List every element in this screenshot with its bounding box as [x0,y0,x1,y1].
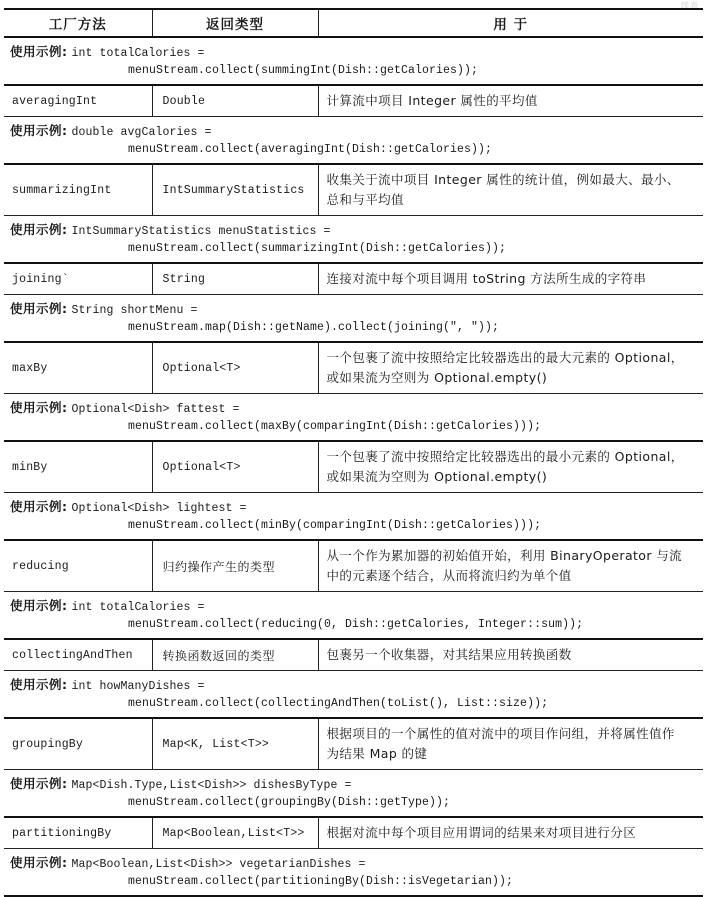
header-cell-return-type: 返回类型 [152,9,318,37]
cell-description [318,164,703,216]
example-code-line-1: int totalCalories = [71,601,205,614]
collectors-factory-methods-table [4,8,703,897]
table-row [4,342,703,394]
table-body [4,9,703,896]
example-first-line [10,43,703,62]
table-row [4,639,703,671]
cell-factory-method: partitioningBy [4,817,152,849]
cell-return-type: Map<Boolean,List<T>> [152,817,318,849]
cell-usage-example [4,493,703,541]
example-code-line-2: menuStream.collect(maxBy(comparingInt(Dish::getCalories))); [128,420,542,433]
cell-usage-example [4,849,703,897]
table-row-example [4,394,703,442]
cell-usage-example [4,394,703,442]
cell-factory-method: summarizingInt [4,164,152,216]
cell-description [318,817,703,849]
example-first-line [10,676,703,695]
example-label: 使用示例: [10,222,68,237]
example-code-line-1: Map<Dish.Type,List<Dish>> dishesByType = [71,779,352,792]
header-cell-usage: 用 于 [318,9,703,37]
example-code-line-2: menuStream.collect(collectingAndThen(toList(), List::size)); [128,697,549,710]
cell-return-type: 归约操作产生的类型 [152,540,318,592]
cell-return-type: Double [152,85,318,117]
example-label: 使用示例: [10,44,68,59]
header-cell-factory-method: 工厂方法 [4,9,152,37]
example-code-line-2: menuStream.collect(groupingBy(Dish::getType)); [128,796,451,809]
table-row-example [4,770,703,818]
table-row-example [4,117,703,165]
example-first-line [10,300,703,319]
example-code-line-1: Optional<Dish> fattest = [71,403,240,416]
example-label: 使用示例: [10,677,68,692]
description-line: 从一个作为累加器的初始值开始，利用 BinaryOperator 与流 [326,548,683,563]
cell-usage-example [4,295,703,343]
description-line: 中的元素逐个结合，从而将流归约为单个值 [326,568,572,583]
table-row [4,85,703,117]
example-code-line-2: menuStream.collect(reducing(0, Dish::getCalories, Integer::sum)); [128,618,584,631]
cell-return-type: Map<K, List<T>> [152,718,318,770]
example-code-line-1: IntSummaryStatistics menuStatistics = [71,225,331,238]
example-code-line-2: menuStream.map(Dish::getName).collect(joining(", ")); [128,321,500,334]
example-label: 使用示例: [10,123,68,138]
cell-return-type: Optional<T> [152,342,318,394]
cell-usage-example [4,117,703,165]
cell-factory-method: collectingAndThen [4,639,152,671]
cell-factory-method: minBy [4,441,152,493]
description-line: 收集关于流中项目 Integer 属性的统计值，例如最大、最小、 [326,172,680,187]
description-line: 连接对流中每个项目调用 toString 方法所生成的字符串 [326,271,647,286]
cell-factory-method: maxBy [4,342,152,394]
cell-usage-example [4,770,703,818]
description-line: 一个包裹了流中按照给定比较器选出的最大元素的 Optional， [326,350,684,365]
description-line: 或如果流为空则为 Optional.empty() [326,469,548,484]
cell-factory-method: groupingBy [4,718,152,770]
example-code-line-1: Optional<Dish> lightest = [71,502,247,515]
example-code-line-1: int howManyDishes = [71,680,205,693]
description-line: 或如果流为空则为 Optional.empty() [326,370,548,385]
cell-return-type: 转换函数返回的类型 [152,639,318,671]
cell-description [318,639,703,671]
table-row [4,441,703,493]
example-label: 使用示例: [10,598,68,613]
table-row-example [4,592,703,640]
table-row [4,263,703,295]
example-code-line-2: menuStream.collect(summingInt(Dish::getCalories)); [128,64,479,77]
example-code-line-2: menuStream.collect(summarizingInt(Dish::getCalories)); [128,242,507,255]
cell-description [318,263,703,295]
example-label: 使用示例: [10,400,68,415]
cell-factory-method: averagingInt [4,85,152,117]
description-line: 根据项目的一个属性的值对流中的项目作问组，并将属性值作 [326,726,675,741]
example-first-line [10,399,703,418]
description-line: 根据对流中每个项目应用谓词的结果来对项目进行分区 [326,825,637,840]
cell-usage-example [4,671,703,719]
description-line: 计算流中项目 Integer 属性的平均值 [326,93,538,108]
example-label: 使用示例: [10,776,68,791]
table-row-example [4,295,703,343]
table-row-example [4,216,703,264]
cell-return-type: String [152,263,318,295]
example-code-line-2: menuStream.collect(partitioningBy(Dish::isVegetarian)); [128,875,514,888]
example-first-line [10,221,703,240]
table-row-example [4,671,703,719]
cell-usage-example [4,592,703,640]
table-row-example [4,493,703,541]
cell-return-type: IntSummaryStatistics [152,164,318,216]
example-label: 使用示例: [10,301,68,316]
cell-description [318,342,703,394]
example-first-line [10,854,703,873]
cell-usage-example [4,216,703,264]
description-line: 一个包裹了流中按照给定比较器选出的最小元素的 Optional， [326,449,684,464]
cell-usage-example [4,37,703,85]
example-code-line-1: int totalCalories = [71,47,205,60]
cell-return-type: Optional<T> [152,441,318,493]
example-code-line-2: menuStream.collect(averagingInt(Dish::getCalories)); [128,143,493,156]
description-line: 为结果 Map 的键 [326,746,428,761]
table-row-example [4,849,703,897]
cell-description [318,540,703,592]
example-code-line-1: double avgCalories = [71,126,212,139]
example-first-line [10,597,703,616]
example-code-line-1: String shortMenu = [71,304,198,317]
cell-description [318,718,703,770]
example-code-line-1: Map<Boolean,List<Dish>> vegetarianDishes = [71,858,366,871]
running-head: 续表 [681,1,699,10]
cell-factory-method: joining` [4,263,152,295]
description-line: 总和与平均值 [326,192,404,207]
example-label: 使用示例: [10,855,68,870]
table-header-row [4,9,703,37]
table-row [4,718,703,770]
table-row-example [4,37,703,85]
example-label: 使用示例: [10,499,68,514]
example-code-line-2: menuStream.collect(minBy(comparingInt(Dish::getCalories))); [128,519,542,532]
cell-factory-method: reducing [4,540,152,592]
cell-description [318,441,703,493]
example-first-line [10,122,703,141]
example-first-line [10,775,703,794]
cell-description [318,85,703,117]
description-line: 包裹另一个收集器，对其结果应用转换函数 [326,647,572,662]
table-row [4,164,703,216]
table-row [4,817,703,849]
example-first-line [10,498,703,517]
table-row [4,540,703,592]
